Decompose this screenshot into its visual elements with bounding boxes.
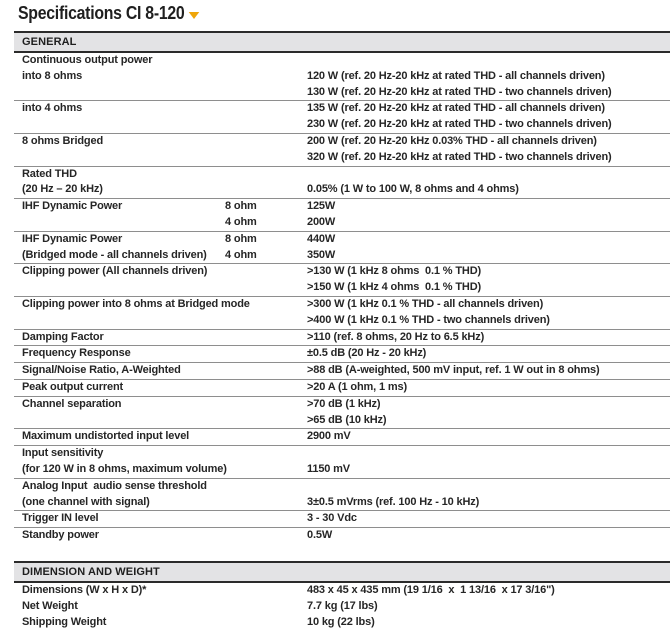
- spec-label: 8 ohms Bridged: [22, 134, 104, 147]
- spec-row: [14, 363, 670, 379]
- spec-label: Clipping power (All channels driven): [22, 265, 208, 278]
- spec-value: >400 W (1 kHz 0.1 % THD - two channels driven): [307, 313, 550, 326]
- spec-row: [14, 248, 670, 264]
- spec-label: (Bridged mode - all channels driven): [22, 248, 207, 261]
- spec-label: Continuous output power: [22, 54, 153, 66]
- spec-group: [14, 232, 670, 265]
- spec-row: [14, 346, 670, 362]
- spec-value: >150 W (1 kHz 4 ohms 0.1 % THD): [307, 281, 482, 294]
- spec-group: [14, 528, 670, 544]
- spec-row: [14, 583, 670, 599]
- spec-value: 200 W (ref. 20 Hz-20 kHz 0.03% THD - all channels driven): [307, 134, 597, 147]
- spec-group: [14, 53, 670, 101]
- section-groups: [14, 53, 670, 544]
- spec-group: [14, 511, 670, 528]
- spec-value: 0.05% (1 W to 100 W, 8 ohms and 4 ohms): [307, 183, 519, 196]
- spec-row: [14, 615, 670, 628]
- page-title: Specifications CI 8-120: [18, 3, 185, 23]
- spec-label: (one channel with signal): [22, 495, 150, 508]
- spec-value: [307, 167, 670, 183]
- spec-group: [14, 297, 670, 330]
- spec-row: [14, 215, 670, 231]
- spec-row: [14, 380, 670, 396]
- spec-row: [14, 297, 670, 313]
- spec-group: [14, 330, 670, 347]
- spec-value: >20 A (1 ohm, 1 ms): [307, 380, 407, 393]
- spec-value: 440W: [307, 232, 336, 245]
- spec-label: Trigger IN level: [22, 512, 99, 525]
- spec-row: [14, 528, 670, 544]
- spec-value: 125W: [307, 200, 336, 213]
- spec-row: [14, 511, 670, 527]
- spec-label: Maximum undistorted input level: [22, 430, 190, 443]
- spec-value: >88 dB (A-weighted, 500 mV input, ref. 1 W out in 8 ohms): [307, 364, 600, 377]
- spec-value: 2900 mV: [307, 430, 351, 443]
- spec-row: [14, 397, 670, 413]
- spec-label: Clipping power into 8 ohms at Bridged mode: [22, 297, 250, 310]
- spec-value: 0.5W: [307, 529, 333, 542]
- spec-label: (for 120 W in 8 ohms, maximum volume): [22, 462, 227, 475]
- spec-group: [14, 615, 670, 628]
- spec-row: [14, 313, 670, 329]
- triangle-down-icon: [189, 12, 200, 19]
- spec-label: into 4 ohms: [22, 102, 83, 115]
- spec-row: [14, 429, 670, 445]
- spec-row: [14, 53, 670, 69]
- spec-value: 3±0.5 mVrms (ref. 100 Hz - 10 kHz): [307, 495, 480, 508]
- spec-label: Signal/Noise Ratio, A-Weighted: [22, 364, 181, 377]
- spec-row: [14, 167, 670, 183]
- section-dimension-and-weight: [14, 561, 670, 628]
- spec-row: [14, 134, 670, 150]
- spec-group: [14, 429, 670, 446]
- spec-label: Input sensitivity: [22, 447, 104, 460]
- spec-row: [14, 232, 670, 248]
- spec-label: Peak output current: [22, 380, 124, 393]
- spec-group: [14, 583, 670, 599]
- spec-label: Rated THD: [22, 167, 77, 180]
- spec-group: [14, 363, 670, 380]
- spec-row: [14, 150, 670, 166]
- spec-value: 483 x 45 x 435 mm (19 1/16 x 1 13/16 x 17 3/16"): [307, 583, 555, 596]
- spec-group: [14, 134, 670, 167]
- spec-value: 350W: [307, 248, 336, 261]
- spec-group: [14, 479, 670, 512]
- section-groups: [14, 583, 670, 628]
- spec-value: 230 W (ref. 20 Hz-20 kHz at rated THD - two channels driven): [307, 118, 612, 131]
- spec-group: [14, 397, 670, 430]
- spec-row: [14, 101, 670, 117]
- spec-value: >300 W (1 kHz 0.1 % THD - all channels driven): [307, 297, 544, 310]
- spec-row: [14, 446, 670, 462]
- spec-table: [14, 31, 670, 628]
- spec-label: Dimensions (W x H x D)*: [22, 583, 147, 596]
- spec-label: Shipping Weight: [22, 615, 107, 628]
- spec-value: 10 kg (22 lbs): [307, 615, 375, 628]
- spec-label: [22, 215, 225, 231]
- spec-value: 135 W (ref. 20 Hz-20 kHz at rated THD - all channels driven): [307, 102, 605, 115]
- spec-label: Channel separation: [22, 397, 122, 410]
- spec-value: >110 (ref. 8 ohms, 20 Hz to 6.5 kHz): [307, 330, 485, 343]
- spec-row: [14, 85, 670, 101]
- spec-row: [14, 280, 670, 296]
- spec-value: 120 W (ref. 20 Hz-20 kHz at rated THD - all channels driven): [307, 69, 605, 82]
- spec-group: [14, 599, 670, 615]
- spec-label: Damping Factor: [22, 330, 104, 343]
- spec-label: IHF Dynamic Power: [22, 232, 123, 245]
- spec-value: >70 dB (1 kHz): [307, 397, 381, 410]
- spec-label: Frequency Response: [22, 347, 131, 360]
- spec-row: [14, 479, 670, 495]
- section-header: GENERAL: [14, 31, 670, 53]
- spec-label: Analog Input audio sense threshold: [22, 479, 207, 492]
- spec-row: [14, 182, 670, 198]
- spec-condition: 8 ohm: [225, 232, 257, 245]
- spec-row: [14, 599, 670, 615]
- spec-value: [307, 479, 670, 495]
- spec-condition: 4 ohm: [225, 215, 257, 228]
- spec-group: [14, 167, 670, 200]
- spec-value: 130 W (ref. 20 Hz-20 kHz at rated THD - two channels driven): [307, 85, 612, 98]
- spec-label: [22, 150, 307, 166]
- spec-value: 320 W (ref. 20 Hz-20 kHz at rated THD - two channels driven): [307, 150, 612, 163]
- spec-row: [14, 413, 670, 429]
- spec-condition: 4 ohm: [225, 248, 257, 261]
- spec-group: [14, 346, 670, 363]
- spec-label: Standby power: [22, 529, 99, 542]
- spec-row: [14, 462, 670, 478]
- spec-group: [14, 380, 670, 397]
- spec-value: >65 dB (10 kHz): [307, 413, 387, 426]
- spec-value: [307, 446, 670, 462]
- spec-label: [22, 117, 307, 133]
- spec-label: [22, 85, 307, 101]
- spec-group: [14, 199, 670, 232]
- spec-row: [14, 495, 670, 511]
- spec-label: [22, 313, 307, 329]
- spec-row: [14, 199, 670, 215]
- spec-value: ±0.5 dB (20 Hz - 20 kHz): [307, 347, 427, 360]
- section-header: DIMENSION AND WEIGHT: [14, 561, 670, 583]
- spec-label: IHF Dynamic Power: [22, 200, 123, 213]
- page-title-row: [18, 3, 592, 24]
- spec-value: [307, 53, 670, 69]
- spec-row: [14, 330, 670, 346]
- spec-value: 7.7 kg (17 lbs): [307, 599, 378, 612]
- spec-value: 200W: [307, 215, 336, 228]
- spec-label: Net Weight: [22, 599, 78, 612]
- section-general: [14, 31, 670, 544]
- spec-label: (20 Hz – 20 kHz): [22, 183, 103, 196]
- spec-value: 1150 mV: [307, 462, 350, 475]
- spec-row: [14, 117, 670, 133]
- spec-row: [14, 69, 670, 85]
- spec-label: [22, 413, 307, 429]
- spec-value: 3 - 30 Vdc: [307, 512, 357, 525]
- spec-label: [22, 280, 307, 296]
- spec-group: [14, 264, 670, 297]
- spec-label: into 8 ohms: [22, 69, 83, 82]
- spec-group: [14, 446, 670, 479]
- spec-condition: 8 ohm: [225, 200, 257, 213]
- spec-group: [14, 101, 670, 134]
- spec-row: [14, 264, 670, 280]
- spec-value: >130 W (1 kHz 8 ohms 0.1 % THD): [307, 265, 482, 278]
